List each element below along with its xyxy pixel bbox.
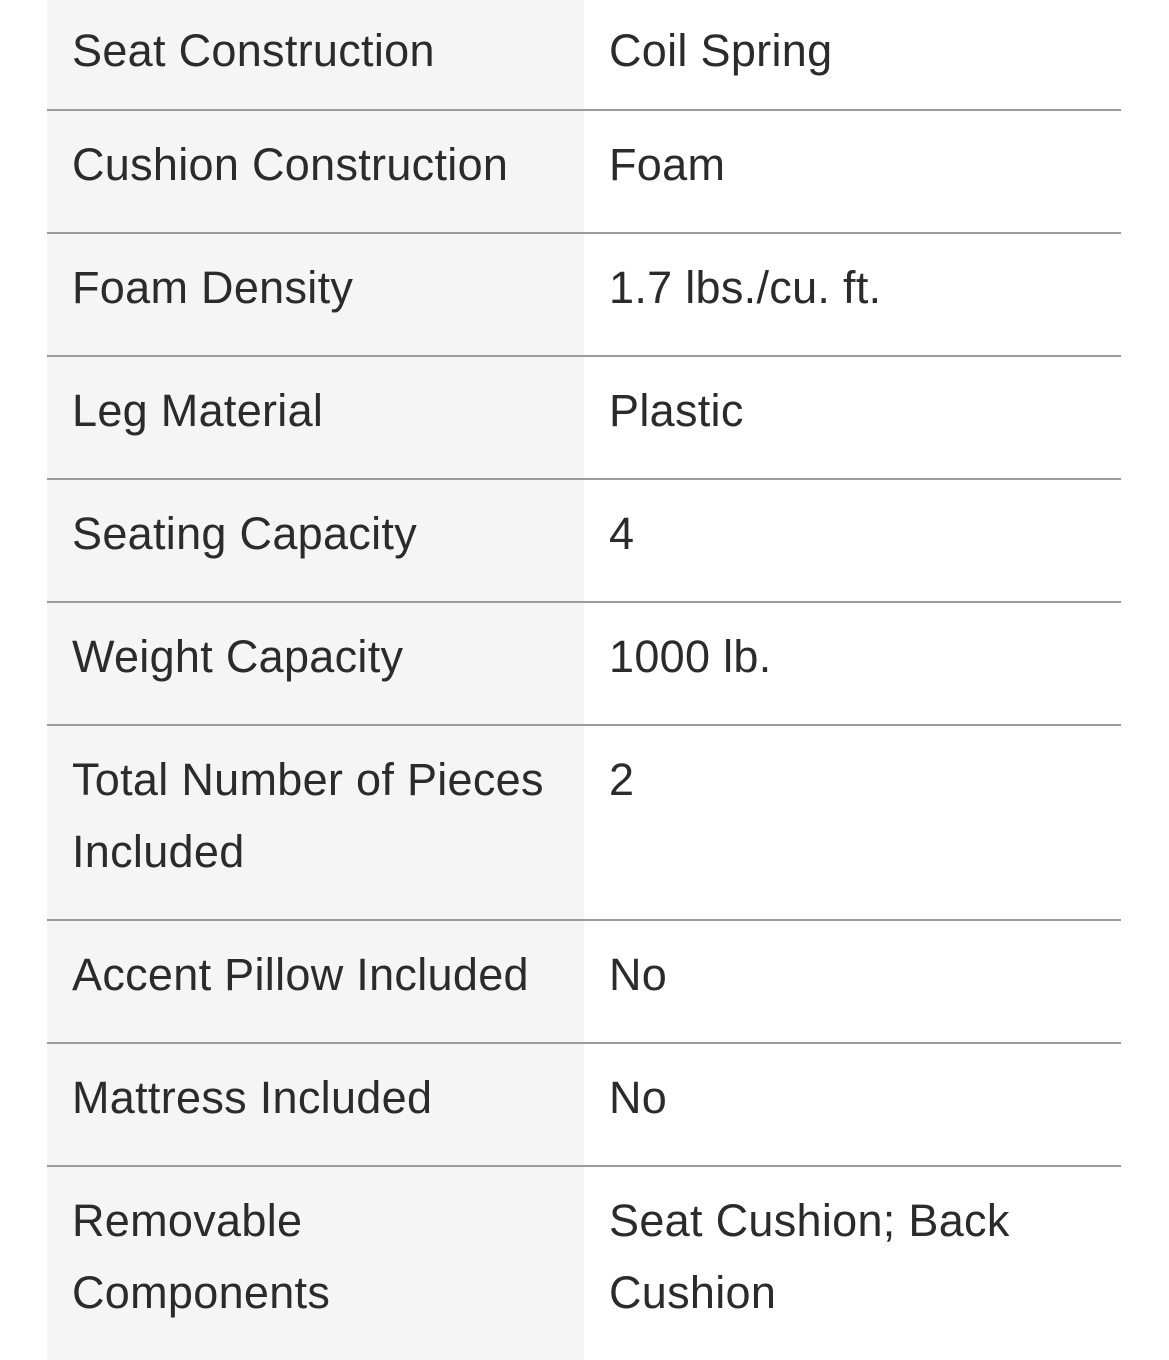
specifications-table xyxy=(47,0,1121,1360)
spec-label: Foam Density xyxy=(47,234,584,355)
spec-value: Foam xyxy=(584,111,1121,232)
spec-value: No xyxy=(584,1044,1121,1165)
spec-label: Leg Material xyxy=(47,357,584,478)
spec-label: Cushion Construction xyxy=(47,111,584,232)
spec-label: Seat Construction xyxy=(47,0,584,109)
spec-value: 2 xyxy=(584,726,1121,919)
spec-row-removable-components xyxy=(47,1167,1121,1360)
spec-value: Coil Spring xyxy=(584,0,1121,109)
spec-label: Seating Capacity xyxy=(47,480,584,601)
spec-row-cushion-construction xyxy=(47,111,1121,234)
spec-value: 1000 lb. xyxy=(584,603,1121,724)
spec-row-leg-material xyxy=(47,357,1121,480)
spec-row-seating-capacity xyxy=(47,480,1121,603)
spec-label: Total Number of Pieces Included xyxy=(47,726,584,919)
spec-label: Accent Pillow Included xyxy=(47,921,584,1042)
spec-value: Seat Cushion; Back Cushion xyxy=(584,1167,1121,1360)
spec-label: Weight Capacity xyxy=(47,603,584,724)
spec-row-total-pieces xyxy=(47,726,1121,921)
spec-label: Removable Components xyxy=(47,1167,584,1360)
spec-row-weight-capacity xyxy=(47,603,1121,726)
spec-row-accent-pillow xyxy=(47,921,1121,1044)
spec-row-mattress xyxy=(47,1044,1121,1167)
spec-row-seat-construction xyxy=(47,0,1121,111)
spec-label: Mattress Included xyxy=(47,1044,584,1165)
spec-value: 4 xyxy=(584,480,1121,601)
spec-row-foam-density xyxy=(47,234,1121,357)
spec-value: No xyxy=(584,921,1121,1042)
spec-value: 1.7 lbs./cu. ft. xyxy=(584,234,1121,355)
spec-value: Plastic xyxy=(584,357,1121,478)
